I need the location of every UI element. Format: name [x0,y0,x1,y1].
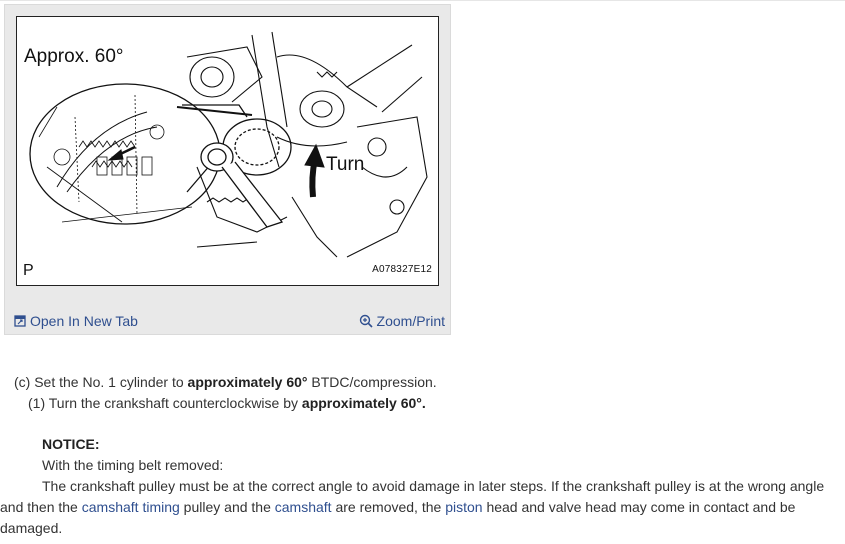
zoom-print-link[interactable] [359,313,445,329]
rotation-arrow-small [109,147,135,160]
zoom-print-label: Zoom/Print [376,313,445,329]
link-camshaft[interactable]: camshaft [274,499,332,515]
link-camshaft-timing[interactable]: camshaft timing [81,499,180,515]
label-p: P [23,262,34,279]
notice-title: NOTICE: [42,436,100,452]
step-1-prefix: (1) Turn the crankshaft counterclockwise by [28,395,302,411]
external-tab-icon [14,315,26,327]
figure-code: A078327E12 [372,264,432,275]
illustration[interactable] [16,16,439,286]
turn-arrow [305,145,324,197]
figure-card [4,4,451,335]
label-turn: Turn [326,154,365,175]
figure-actions [5,301,450,331]
notice-line1: With the timing belt removed: [42,457,224,473]
magnifier-plus-icon [359,314,373,328]
para-part1: The crankshaft pulley must be at the correct angle to avoid damage in later steps. If the crankshaft pulley is at the wrong angle and then the [0,478,825,515]
step-c-suffix: BTDC/compression. [307,374,437,390]
step-c-prefix: (c) Set the No. 1 cylinder to [14,374,188,390]
link-piston[interactable]: piston [445,499,483,515]
notice-paragraph [0,476,845,539]
step-1 [28,393,426,414]
top-divider [0,0,845,1]
para-part4: head and valve head may come in contact and be damaged. [0,499,796,536]
step-1-bold: approximately 60°. [301,395,426,411]
open-in-new-tab-label: Open In New Tab [30,313,138,329]
step-c [14,372,437,393]
para-part2: pulley and the [179,499,275,515]
label-approx-60: Approx. 60° [24,46,124,67]
open-in-new-tab-link[interactable] [14,313,138,329]
step-c-bold: approximately 60° [187,374,308,390]
para-part3: are removed, the [331,499,446,515]
